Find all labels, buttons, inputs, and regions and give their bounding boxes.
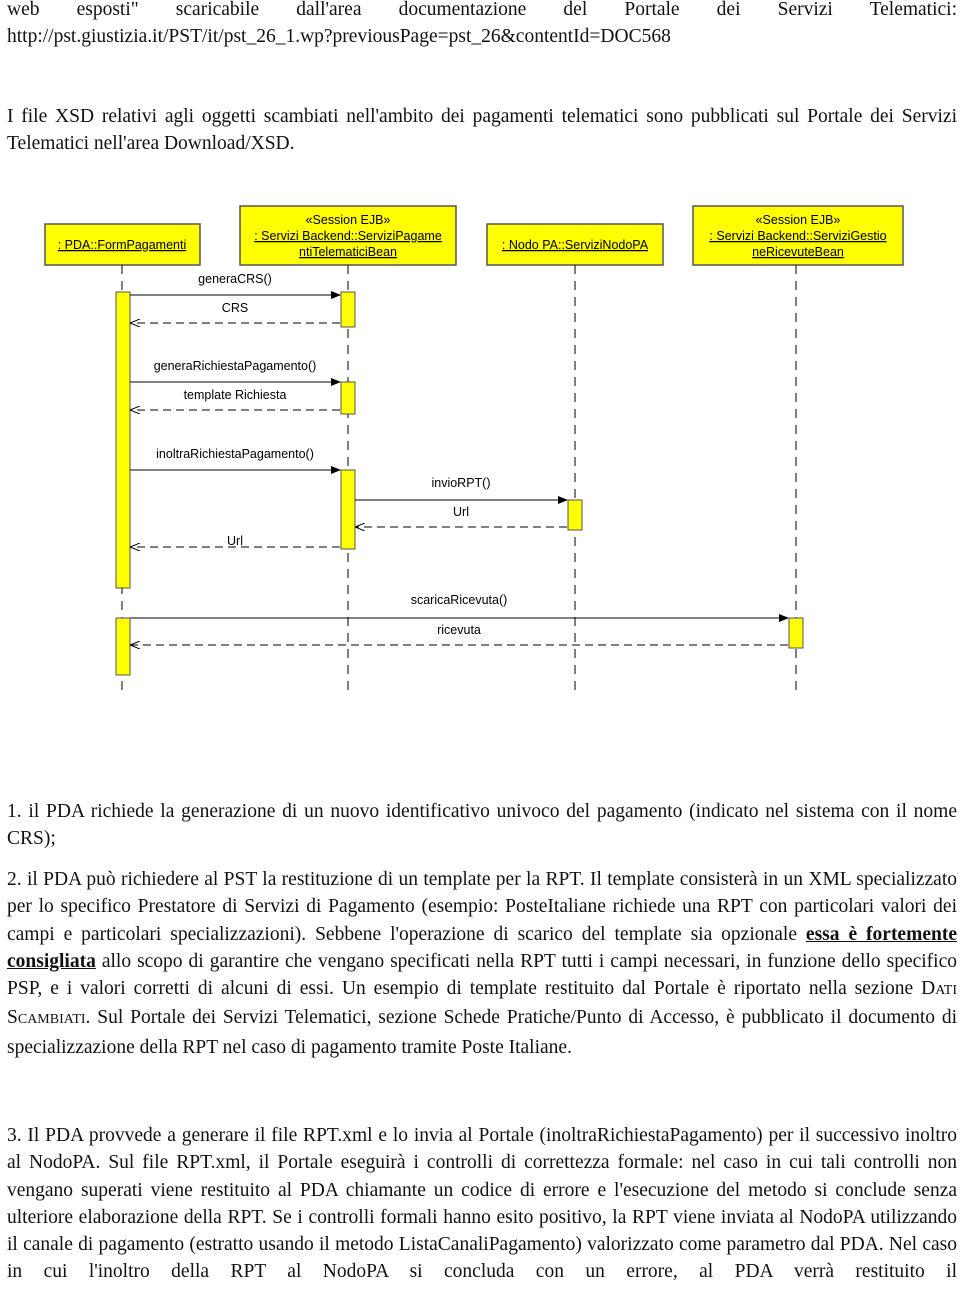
svg-text:generaCRS(): generaCRS()	[198, 272, 272, 286]
step-2-text-c: . Sul Portale dei Servizi Telematici, sezione Schede Pratiche/Punto di Accesso, è pubblicato il documento di specializzazione della RPT nel caso di pagamento tramite Poste Italiane.	[7, 1007, 957, 1058]
message-url-to-pda	[131, 534, 340, 548]
participant-label: : PDA::FormPagamenti	[57, 238, 187, 252]
message-inoltraRichiestaPagamento	[130, 447, 340, 470]
svg-text:Url: Url	[227, 534, 243, 548]
message-crs	[131, 301, 340, 323]
step-2-text-b: allo scopo di garantire che vengano specificati nella RPT tutti i campi necessari, in funzione dello specifico PSP, e i valori corretti di alcuni di essi. Un esempio di template restituito dal Portale è riportato nella sezione	[7, 950, 957, 1000]
svg-text:Url: Url	[453, 505, 469, 519]
portal-link[interactable]: http://pst.giustizia.it/PST/it/pst_26_1.wp?previousPage=pst_26&contentId=DOC568	[7, 26, 671, 47]
step-1: 1. il PDA richiede la generazione di un nuovo identificativo univoco del pagamento (indicato nel sistema con il nome CRS);	[7, 801, 957, 850]
section-name-cambiati: CAMBIATI	[17, 1012, 86, 1028]
stereotype-label: «Session EJB»	[305, 213, 391, 227]
participant-label: : Servizi Backend::ServiziGestio	[709, 229, 887, 243]
svg-text:ricevuta: ricevuta	[437, 623, 481, 637]
svg-text:generaRichiestaPagamento(): generaRichiestaPagamento()	[153, 359, 317, 373]
step-2-emphasis: essa è fortemente consigliata	[7, 923, 957, 972]
svg-text:invioRPT(): invioRPT()	[431, 476, 491, 490]
intro-line-1: web esposti" scaricabile dall'area documentazione del Portale dei Servizi Telematici:	[7, 0, 957, 20]
svg-text:scaricaRicevuta(): scaricaRicevuta()	[410, 593, 508, 607]
participant-servizi-ricevute	[693, 206, 903, 265]
section-name-ati: ATI	[935, 983, 957, 999]
message-invioRPT	[355, 476, 567, 500]
participant-nodo-pa	[487, 224, 663, 265]
participant-label: : Nodo PA::ServiziNodoPA	[501, 238, 649, 252]
section-name-d: D	[921, 978, 936, 1000]
step-2-text-a: 2. il PDA può richiedere al PST la restituzione di un template per la RPT. Il template consisterà in un XML specializzato per lo specifico Prestatore di Servizi di Pagamento (esempio: PosteItaliane richiede una RPT con particolari valori dei campi e particolari specializzazioni). Sebbene l'operazione di scarico del template sia opzionale	[7, 869, 957, 945]
svg-text:template Richiesta: template Richiesta	[183, 388, 287, 402]
step-2	[7, 866, 957, 1061]
message-ricevuta	[131, 623, 788, 645]
stereotype-label: «Session EJB»	[755, 213, 841, 227]
participant-label: ntiTelematiciBean	[299, 245, 397, 259]
participant-label: neRicevuteBean	[752, 245, 844, 259]
message-url-from-nodo	[356, 505, 567, 527]
section-name-s: S	[7, 1007, 18, 1029]
svg-text:inoltraRichiestaPagamento(): inoltraRichiestaPagamento()	[156, 447, 314, 461]
participant-label: : Servizi Backend::ServiziPagame	[254, 229, 442, 243]
svg-text:CRS: CRS	[221, 301, 249, 315]
message-generaCRS	[130, 272, 340, 295]
participant-servizi-pagamenti	[240, 206, 456, 265]
participant-pda	[45, 224, 200, 265]
message-scaricaRicevuta	[130, 593, 788, 618]
message-generaRichiestaPagamento	[130, 359, 340, 382]
step-3: 3. Il PDA provvede a generare il file RPT.xml e lo invia al Portale (inoltraRichiestaPagamento) per il successivo inoltro al NodoPA. Sul file RPT.xml, il Portale eseguirà i controlli di correttezza formale: nel caso in cui tali controlli non vengano superati viene restituito al PDA chiamante un codice di errore e l'esecuzione del metodo si conclude senza ulteriore elaborazione della RPT. Se i controlli formali hanno esito positivo, la RPT viene inviata al NodoPA utilizzando il canale di pagamento (estratto usando il metodo ListaCanaliPagamento) valorizzato come parametro dal PDA. Nel caso in cui l'inoltro della RPT al NodoPA si concluda con un errore, al PDA verrà restituito il	[7, 1125, 957, 1283]
message-template-richiesta	[131, 388, 340, 410]
xsd-paragraph: I file XSD relativi agli oggetti scambiati nell'ambito dei pagamenti telematici sono pubblicati sul Portale dei Servizi Telematici nell'area Download/XSD.	[7, 106, 957, 155]
sequence-diagram	[0, 195, 960, 715]
